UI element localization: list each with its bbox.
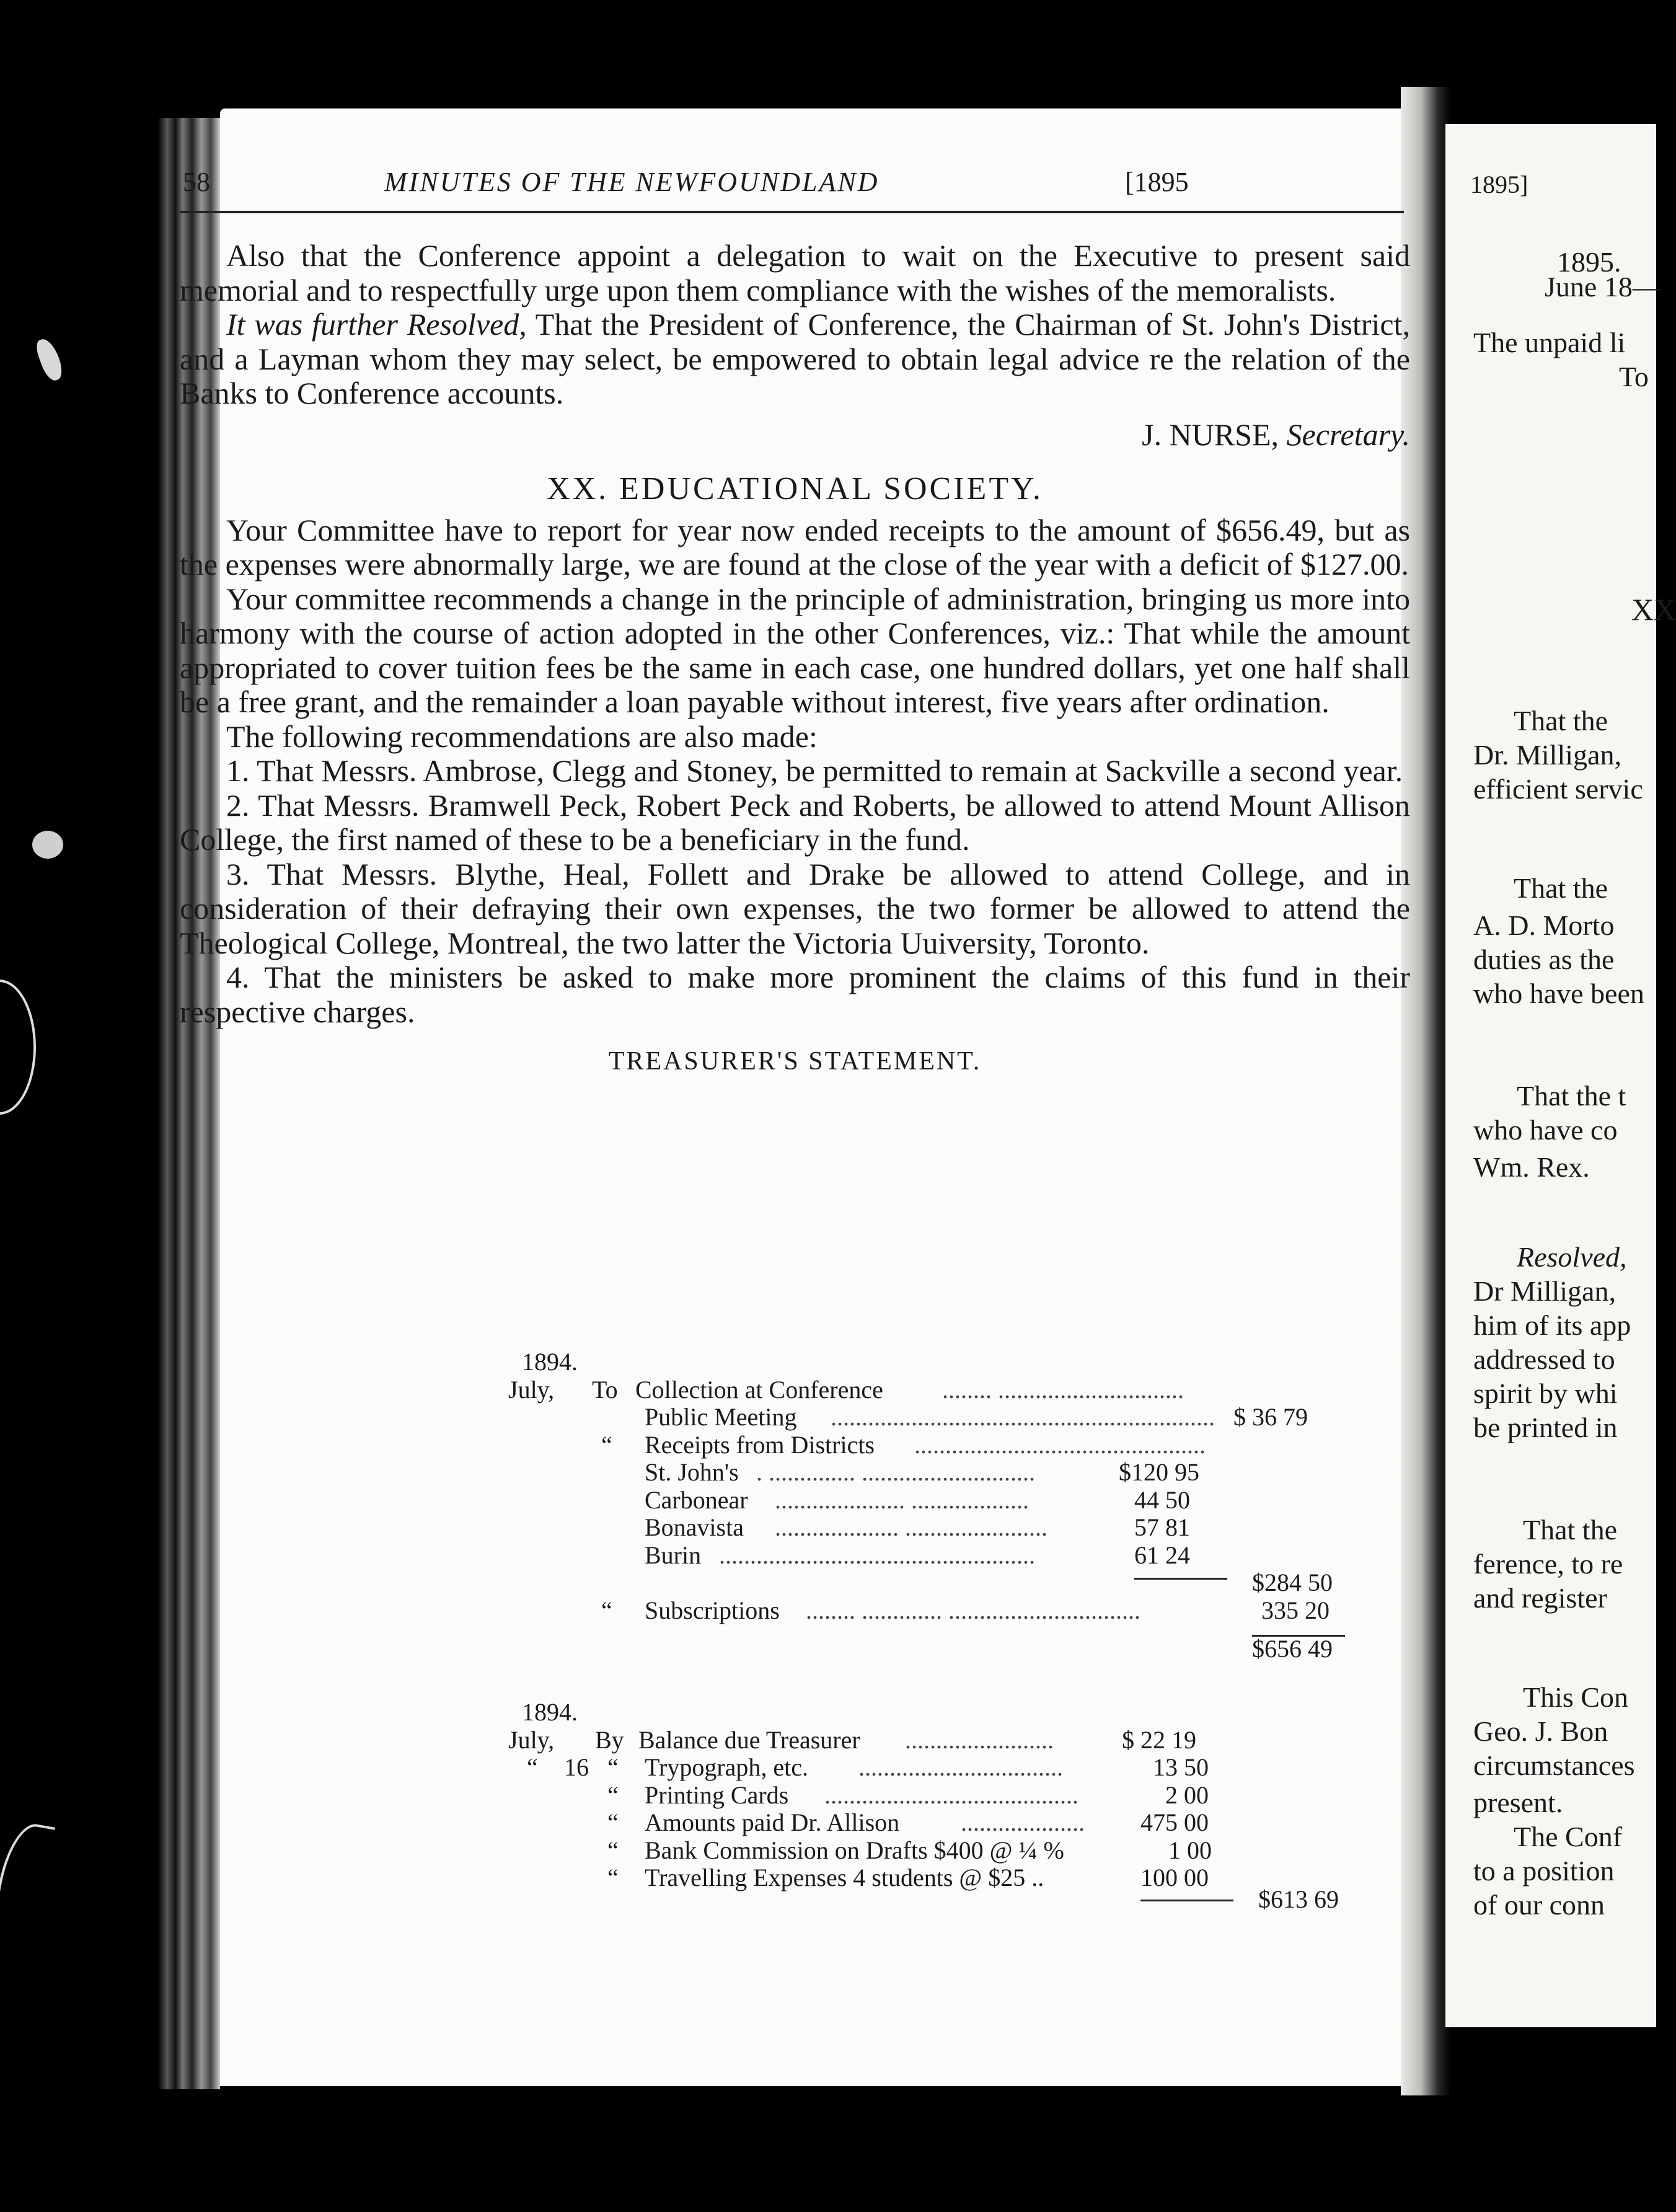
right-text-line: That the xyxy=(1523,1514,1617,1546)
ledger-row: “ Travelling Expenses 4 students @ $25 .. 100 00 xyxy=(607,1864,1209,1891)
right-year-mark: 1895] xyxy=(1470,170,1528,198)
resolution-lead: It was further Resolved, xyxy=(226,307,527,342)
right-text-line: A. D. Morto xyxy=(1473,909,1615,941)
recommendation: 4. That the ministers be asked to make more prominent the claims of this fund in their respective charges. xyxy=(180,960,1410,1029)
ledger-row: Carbonear ..................... ................... 44 50 xyxy=(645,1485,1190,1514)
signature: J. NURSE, Secretary. xyxy=(1142,417,1410,452)
receipts-ledger xyxy=(508,1348,1351,1663)
right-text-line: who have co xyxy=(1473,1114,1618,1146)
ledger-row: St. John's . .............. ............................ $120 95 xyxy=(645,1458,1199,1486)
recommendation: 3. That Messrs. Blythe, Heal, Follett and Drake be allowed to attend College, and in consideration of their defraying their own expenses, the two former be allowed to attend the Theological College, Montreal, the two latter the Victoria Uuiversity, Toronto. xyxy=(180,856,1410,960)
right-text-line: XX xyxy=(1631,592,1676,627)
right-text-line: present. xyxy=(1473,1787,1563,1818)
ledger-row: July, To Collection at Conference ........ .............................. xyxy=(508,1375,1184,1404)
ledger-row: “ Subscriptions ........ ............. ............................... 335 20 xyxy=(601,1596,1330,1624)
paragraph: Also that the Conference appoint a delegation to wait on the Executive to present said memorial and to respectfully urge upon them compliance with the wishes of the memoralists. xyxy=(180,238,1410,307)
right-text-line: addressed to xyxy=(1473,1343,1615,1375)
ledger-row: Bonavista .................... ....................... 57 81 xyxy=(645,1513,1190,1541)
ledger-row: “ 16 “ Trypograph, etc. ................................. 13 50 xyxy=(527,1753,1209,1781)
ledger-row: $613 69 xyxy=(1258,1885,1339,1913)
ledger-row: Public Meeting .............................................................. $ 36 79 xyxy=(645,1403,1308,1431)
right-text-line: circumstances xyxy=(1473,1750,1635,1781)
right-text-line: be printed in xyxy=(1473,1412,1618,1443)
right-text-line: Wm. Rex. xyxy=(1473,1151,1590,1183)
right-text-line: and register xyxy=(1473,1582,1607,1614)
right-text-line: Dr Milligan, xyxy=(1473,1275,1616,1307)
right-text-line: That the xyxy=(1514,872,1608,904)
right-text-line: Geo. J. Bon xyxy=(1473,1715,1608,1747)
paragraph: Your committee recommends a change in the principle of administration, bringing us more into harmony with the course of action adopted in the other Conferences, viz.: That while the amount appropriated to cover tuition fees be the same in each case, one hundred dollars, yet one half shall be a free grant, and the remainder a loan payable without interest, five years after ordination. xyxy=(180,581,1410,719)
recommendation: 2. That Messrs. Bramwell Peck, Robert Peck and Roberts, be allowed to attend Mount Allison College, the first named of these to be a beneficiary in the fund. xyxy=(180,787,1410,857)
right-text-line: Dr. Milligan, xyxy=(1473,739,1621,771)
right-text-line: him of its app xyxy=(1473,1309,1631,1341)
right-text-line: That the xyxy=(1514,705,1608,737)
ledger-month: July, xyxy=(508,1375,555,1404)
ledger-row: $284 50 xyxy=(1252,1568,1333,1596)
right-text-line: 1895. xyxy=(1557,246,1621,278)
ledger-row: $656 49 xyxy=(1252,1635,1333,1663)
ledger-row xyxy=(508,1348,1351,1376)
scan-artifact xyxy=(0,980,36,1115)
paragraph: The following recommendations are also made: xyxy=(226,719,818,754)
payments-ledger xyxy=(508,1699,1351,1913)
right-text-line: To xyxy=(1619,361,1649,392)
right-text-line: to a position xyxy=(1473,1855,1615,1887)
page-header xyxy=(0,166,1656,203)
year-mark: [1895 xyxy=(1125,167,1189,197)
ledger-month: July, xyxy=(508,1725,555,1754)
main-text xyxy=(180,239,1410,1089)
right-text-line: of our conn xyxy=(1473,1889,1605,1921)
recommendation: 1. That Messrs. Ambrose, Clegg and Stoney, be permitted to remain at Sackville a second year. xyxy=(226,753,1403,788)
page-number: 58 xyxy=(183,167,210,197)
ledger-row: July, By Balance due Treasurer ........................ $ 22 19 xyxy=(508,1725,1196,1754)
right-text-line: spirit by whi xyxy=(1473,1378,1618,1409)
right-text-line: The Conf xyxy=(1514,1821,1623,1852)
paragraph: Your Committee have to report for year now ended receipts to the amount of $656.49, but as the expenses were abnormally large, we are found at the close of the year with a deficit of $127.00. xyxy=(180,512,1410,582)
ledger-row: “ Bank Commission on Drafts $400 @ ¼ % 1 00 xyxy=(607,1836,1212,1864)
ledger-year: 1894. xyxy=(522,1698,578,1726)
right-text-line: The unpaid li xyxy=(1473,327,1626,358)
ledger-row: Burin ................................................... 61 24 xyxy=(645,1541,1190,1569)
right-text-line: That the t xyxy=(1517,1080,1626,1112)
right-text-line: June 18— xyxy=(1545,271,1661,303)
ledger-row: “ Printing Cards ......................................... 2 00 xyxy=(607,1781,1209,1809)
right-text-line: duties as the xyxy=(1473,944,1615,975)
treasurer-heading: TREASURER'S STATEMENT. xyxy=(608,1047,982,1076)
right-text-line: Resolved, xyxy=(1517,1241,1627,1273)
right-text-line: This Con xyxy=(1523,1681,1628,1713)
ledger-row xyxy=(508,1699,1351,1727)
right-text-line: ference, to re xyxy=(1473,1548,1623,1580)
resolution-text: That the President of Conference, the Chairman of St. John's District, and a Layman whom they may select, be empowered to obtain legal advice re the relation of the Banks to Conference accounts. xyxy=(180,307,1410,410)
header-rule xyxy=(180,211,1404,213)
right-text-line: efficient servic xyxy=(1473,773,1643,805)
section-heading: XX. EDUCATIONAL SOCIETY. xyxy=(547,471,1043,507)
right-text-line: who have been xyxy=(1473,978,1644,1009)
ledger-row: “ Amounts paid Dr. Allison .................... 475 00 xyxy=(607,1808,1209,1836)
paragraph xyxy=(180,307,1410,411)
right-page xyxy=(1445,124,1676,2027)
scan-artifact xyxy=(32,831,63,859)
scan-artifact xyxy=(33,336,66,383)
scan-artifact xyxy=(0,1820,55,1940)
ledger-year: 1894. xyxy=(522,1348,578,1376)
ledger-row: “ Receipts from Districts ............................................... xyxy=(601,1430,1206,1459)
running-title: MINUTES OF THE NEWFOUNDLAND xyxy=(384,167,880,197)
